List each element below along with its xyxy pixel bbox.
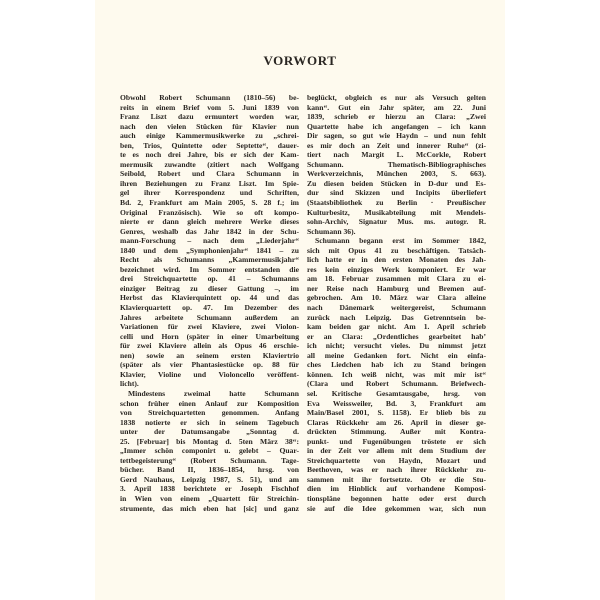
text-line: Mindestens zweimal hatte Schumann (128, 388, 299, 398)
text-line: 3. April 1838 berichtete er Joseph Fischhof (120, 484, 299, 494)
text-line: (später als vier Phantasiestücke op. 88 für (120, 360, 299, 370)
text-line: ben, Trios, Quintette oder Septette“, dauer- (120, 140, 299, 150)
text-line: für zwei Klaviere allein als Opus 46 erschie- (120, 341, 299, 351)
text-line: Werkverzeichnis, München 2003, S. 663). (307, 169, 486, 179)
text-line: Herbst das Klavierquintett op. 44 und das (120, 293, 299, 303)
text-line: Beethoven, was er nach ihrer Rückkehr zu- (307, 465, 486, 475)
text-line: nach Dänemark weitergereist, Schumann (307, 303, 486, 313)
text-line: Jahres arbeitete Schumann außerdem an (120, 312, 299, 322)
text-line: Original Französisch). Wie so oft kompo- (120, 207, 299, 217)
text-line: in Wien von einem „Quartett für Streichin- (120, 493, 299, 503)
text-line: ches Liedchen hab ich zu Stand bringen (307, 360, 486, 370)
text-line: schon früher einen Anlauf zur Komposition (120, 398, 299, 408)
text-line: Seibold, Robert und Clara Schumann in (120, 169, 299, 179)
text-line: 1838 notierte er sich in seinem Tagebuch (120, 417, 299, 427)
text-line: drückten Stimmung. Außer mit Kontra- (307, 427, 486, 437)
text-line: 1840 und dem „Symphonienjahr“ 1841 – zu (120, 245, 299, 255)
text-line: strumente, das mich eben hat [sic] und ganz (120, 503, 299, 513)
text-line: Obwohl Robert Schumann (1810–56) be- (120, 93, 299, 102)
text-line: von Streichquartetten genommen. Anfang (120, 408, 299, 418)
text-line: 25. [Februar] bis Montag d. 5ten März 38“: (120, 436, 299, 446)
text-line: Klavierquartett op. 47. Im Dezember des (120, 303, 299, 313)
text-line: Schumann. Thematisch-Bibliographisches (307, 159, 486, 169)
text-line: Klavier, Violine und Violoncello veröffent- (120, 369, 299, 379)
text-line: er an Clara: „Ordentliches gearbeitet hab’ (307, 331, 486, 341)
text-line: all meine Gedanken fort. Nicht ein einfa- (307, 350, 486, 360)
text-line: nen) sowie an seinem ersten Klaviertrio (120, 350, 299, 360)
text-line: Franz Liszt dazu ermuntert worden war, (120, 112, 299, 122)
text-line: Quartette habe ich angefangen – ich kann (307, 121, 486, 131)
text-line: reits in einem Brief vom 5. Juni 1839 von (120, 102, 299, 112)
text-line: tiert nach Margit L. McCorkle, Robert (307, 150, 486, 160)
text-line: Genres, weshalb das Jahr 1842 in der Schu- (120, 226, 299, 236)
text-line: mann-Forschung – nach dem „Liederjahr“ (120, 236, 299, 246)
text-line: sich mit Opus 41 zu beschäftigen. Tatsäch- (307, 245, 486, 255)
text-line: ich nicht; versucht vieles. Du nimmst jetzt (307, 341, 486, 351)
text-line: te es noch drei Jahre, bis er sich der Kam- (120, 150, 299, 160)
text-line: es mir doch an Zeit und innerer Ruhe“ (zi- (307, 140, 486, 150)
text-line: bezeichnet wird. Im Sommer entstanden die (120, 264, 299, 274)
page-title: VORWORT (263, 53, 337, 68)
text-line: Main/Basel 2001, S. 1158). Er blieb bis zu (307, 408, 486, 418)
text-line: tettbegeisterung“ (Robert Schumann. Tage- (120, 455, 299, 465)
text-line: tionspläne begonnen hatte oder erst durch (307, 493, 486, 503)
text-line: Streichquartette von Haydn, Mozart und (307, 455, 486, 465)
text-line: kam beiden gar nicht. Am 1. April schrieb (307, 322, 486, 332)
text-line: einziger Beitrag zu dieser Gattung –, im (120, 283, 299, 293)
text-line: Claras Rückkehr am 26. April in dieser ge- (307, 417, 486, 427)
text-line: dien im Hinblick auf vorhandene Komposi- (307, 484, 486, 494)
text-line: nach den vielen Stücken für Klavier nun (120, 121, 299, 131)
text-line: Gerd Nauhaus, Leipzig 1987, S. 51), und am (120, 474, 299, 484)
text-line: gel ihrer Korrespondenz und Schriften, (120, 188, 299, 198)
text-line: gebrochen. Am 10. März war Clara alleine (307, 293, 486, 303)
text-line: drei Streichquartette op. 41 – Schumanns (120, 274, 299, 284)
text-line: beglückt, obgleich es nur als Versuch gelten (307, 93, 486, 102)
text-line: Dir sagen, so gut wie Haydn – und nun fehlt (307, 131, 486, 141)
text-line: sammen mit ihr fortsetzte. Ob er die Stu- (307, 474, 486, 484)
text-line: sel. Kritische Gesamtausgabe, hrsg. von (307, 388, 486, 398)
text-line: zurück nach Leipzig. Das Getrenntsein be- (307, 312, 486, 322)
text-line: punkt- und Fugenübungen tröstete er sich (307, 436, 486, 446)
text-column-left (120, 93, 299, 513)
text-line: bücher. Band II, 1836–1854, hrsg. von (120, 465, 299, 475)
text-column-right (307, 93, 486, 513)
text-line: Kulturbesitz, Musikabteilung mit Mendels- (307, 207, 486, 217)
text-line: am 18. Februar zusammen mit Clara zu ei- (307, 274, 486, 284)
text-line: nierte er dann gleich mehrere Werke dieses (120, 217, 299, 227)
document-page (95, 0, 505, 600)
text-line: res kein einziges Werk komponiert. Er war (307, 264, 486, 274)
text-line: Schumann 36). (307, 226, 356, 236)
text-line: mermusik zuwandte (zitiert nach Wolfgang (120, 159, 299, 169)
text-line: dur sind Skizzen und Incipits überliefert (307, 188, 486, 198)
text-line: ner Reise nach Hamburg und Bremen auf- (307, 283, 486, 293)
text-line: 1839, schrieb er hierzu an Clara: „Zwei (307, 112, 486, 122)
text-line: unter der Datumsangabe „Sonntag d. (120, 427, 299, 437)
text-line: celli und Horn (später in einer Umarbeitung (120, 331, 299, 341)
text-line: sohn-Archiv, Signatur Mus. ms. autogr. R. (307, 217, 486, 227)
text-line: (Clara und Robert Schumann. Briefwech- (307, 379, 486, 389)
text-line: in der Zeit vor allem mit dem Studium der (307, 446, 486, 456)
text-line: Recht als Schumanns „Kammermusikjahr“ (120, 255, 299, 265)
text-line: (Staatsbibliothek zu Berlin · Preußischer (307, 198, 486, 208)
text-line: sie auf die Idee gekommen war, sich nun (307, 503, 486, 513)
text-line: auch einige Kammermusikwerke zu „schrei- (120, 131, 299, 141)
text-line: Bd. 2, Frankfurt am Main 2005, S. 28 f.; im (120, 198, 299, 208)
text-line: Variationen für zwei Klaviere, zwei Violon- (120, 322, 299, 332)
text-line: Schumann begann erst im Sommer 1842, (315, 236, 486, 246)
text-line: kann“. Gut ein Jahr später, am 22. Juni (307, 102, 486, 112)
text-line: können. Ich weiß nicht, was mit mir ist“ (307, 369, 486, 379)
text-line: lich hatte er in den ersten Monaten des Jah- (307, 255, 486, 265)
text-line: Eva Weissweiler, Bd. 3, Frankfurt am (307, 398, 486, 408)
text-line: ihren Beziehungen zu Franz Liszt. Im Spie- (120, 178, 299, 188)
text-line: „Immer schön componirt u. gelebt – Quar- (120, 446, 299, 456)
text-line: licht). (120, 379, 139, 389)
text-line: Zu diesen beiden Stücken in D-dur und Es- (307, 178, 486, 188)
